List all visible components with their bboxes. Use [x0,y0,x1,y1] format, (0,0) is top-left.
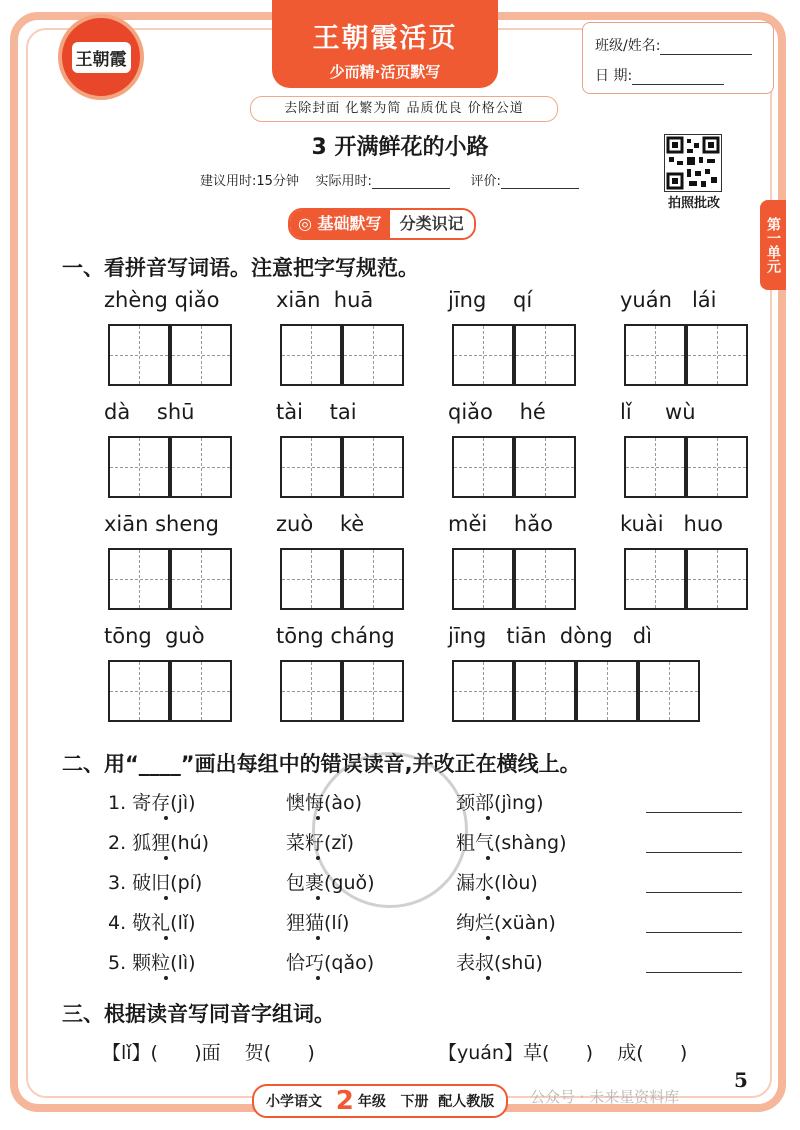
reading-item: 菜籽(zǐ) [286,832,355,854]
writing-box[interactable] [686,436,748,498]
brand-name: 王朝霞活页 [312,23,458,54]
reading-item: 恰巧(qǎo) [286,952,375,974]
pinyin-label: zhèng qiǎo [104,288,220,312]
class-name-label: 班级/姓名: [595,38,661,54]
writing-box[interactable] [280,548,342,610]
reading-item: 绚烂(xüàn) [456,912,556,934]
lesson-title: 3 开满鲜花的小路 [311,135,489,160]
pinyin-label: yuán lái [620,288,717,312]
date-field[interactable] [632,70,724,85]
pinyin-label: kuài huo [620,512,724,536]
emphasis-dot [486,816,490,820]
writing-box[interactable] [638,660,700,722]
writing-box[interactable] [624,324,686,386]
writing-box[interactable] [342,436,404,498]
reading-item: 2. 狐狸(hú) [108,832,210,854]
reading-item: 表叔(shū) [456,952,543,974]
footer-edition: 配人教版 [438,1094,495,1110]
q2-heading: 二、用“____”画出每组中的错误读音,并改正在横线上。 [62,752,581,776]
unit-tab: 第一单元 [760,200,786,290]
qr-code-icon[interactable] [664,134,722,192]
emphasis-dot [316,936,320,940]
reading-item: 粗气(shàng) [456,832,567,854]
evaluation-label: 评价: [470,174,501,189]
tagline: 去除封面 化繁为简 品质优良 价格公道 [250,96,558,122]
brand-slogan: 少而精·活页默写 [329,63,441,81]
brand-banner [272,0,498,88]
emphasis-dot [486,896,490,900]
pinyin-label: jīng tiān dòng dì [448,624,652,648]
emphasis-dot [316,816,320,820]
footer-grade-suffix: 年级 [357,1094,386,1110]
qr-caption: 拍照批改 [667,196,720,211]
q3-heading: 三、根据读音写同音字组词。 [62,1002,335,1026]
answer-line[interactable] [646,852,742,853]
section-pill [288,208,476,240]
reading-item: 懊悔(ào) [286,792,363,814]
writing-box[interactable] [108,548,170,610]
writing-box[interactable] [452,436,514,498]
writing-box[interactable] [108,660,170,722]
pinyin-label: tài tai [276,400,357,424]
q1-heading: 一、看拼音写词语。注意把字写规范。 [62,256,419,280]
answer-line[interactable] [646,972,742,973]
reading-item: 狸猫(lí) [286,912,350,934]
pinyin-label: xiān sheng [104,512,219,536]
reading-item: 包裹(guǒ) [286,872,375,894]
watermark-text: 公众号 · 未来星资料库 [530,1088,680,1106]
suggested-time: 建议用时:15分钟 [200,174,299,189]
class-name-field[interactable] [660,40,752,55]
pinyin-label: lǐ wù [620,400,696,424]
logo-text: 王朝霞 [72,42,131,73]
footer-subject: 小学语文 [266,1094,322,1110]
reading-item: 1. 寄存(jì) [108,792,196,814]
writing-box[interactable] [280,660,342,722]
pinyin-label: měi hǎo [448,512,553,536]
pinyin-label: jīng qí [448,288,533,312]
actual-time-label: 实际用时: [315,174,372,189]
class-name-row [595,35,752,55]
writing-box[interactable] [342,548,404,610]
section-left-text: 基础默写 [317,214,382,233]
writing-box[interactable] [576,660,638,722]
answer-line[interactable] [646,932,742,933]
writing-box[interactable] [686,324,748,386]
pinyin-label: xiān huā [276,288,374,312]
writing-box[interactable] [280,436,342,498]
footer-grade-number: 2 [335,1086,354,1116]
reading-item: 3. 破旧(pí) [108,872,203,894]
emphasis-dot [486,976,490,980]
actual-time-field[interactable] [372,176,450,189]
writing-box[interactable] [514,660,576,722]
writing-box[interactable] [452,660,514,722]
writing-box[interactable] [170,324,232,386]
pinyin-label: tōng guò [104,624,205,648]
section-left-label [290,210,390,238]
writing-box[interactable] [280,324,342,386]
writing-box[interactable] [452,324,514,386]
writing-box[interactable] [170,548,232,610]
writing-box[interactable] [686,548,748,610]
writing-box[interactable] [514,548,576,610]
student-info-box [582,22,774,94]
writing-box[interactable] [170,660,232,722]
emphasis-dot [164,816,168,820]
medal-icon: ◎ [298,214,312,233]
pinyin-label: zuò kè [276,512,365,536]
footer-badge [252,1084,508,1118]
emphasis-dot [164,976,168,980]
pinyin-label: qiǎo hé [448,400,546,424]
q3-line-right: 【yuán】草( ) 成( ) [438,1042,688,1064]
q3-line-left: 【lǐ】( )面 贺( ) [102,1042,315,1064]
reading-item: 5. 颗粒(lì) [108,952,196,974]
reading-item: 颈部(jìng) [456,792,544,814]
emphasis-dot [486,936,490,940]
page-number: 5 [734,1068,748,1092]
evaluation-field[interactable] [501,176,579,189]
emphasis-dot [316,976,320,980]
footer-volume: 下册 [400,1094,429,1110]
date-label: 日 期: [595,68,633,84]
pinyin-label: tōng cháng [276,624,395,648]
writing-box[interactable] [342,660,404,722]
writing-box[interactable] [452,548,514,610]
writing-box[interactable] [624,436,686,498]
reading-item: 4. 敬礼(lǐ) [108,912,196,934]
time-info [200,170,579,189]
section-right-label: 分类识记 [390,210,474,238]
pinyin-label: dà shū [104,400,195,424]
writing-box[interactable] [514,324,576,386]
brand-logo [58,14,144,100]
reading-item: 漏水(lòu) [456,872,538,894]
writing-box[interactable] [170,436,232,498]
emphasis-dot [316,856,320,860]
emphasis-dot [164,896,168,900]
emphasis-dot [486,856,490,860]
answer-line[interactable] [646,892,742,893]
emphasis-dot [316,896,320,900]
writing-box[interactable] [624,548,686,610]
answer-line[interactable] [646,812,742,813]
emphasis-dot [164,936,168,940]
writing-box[interactable] [342,324,404,386]
emphasis-dot [164,856,168,860]
writing-box[interactable] [108,436,170,498]
writing-box[interactable] [108,324,170,386]
date-row [595,65,724,85]
writing-box[interactable] [514,436,576,498]
